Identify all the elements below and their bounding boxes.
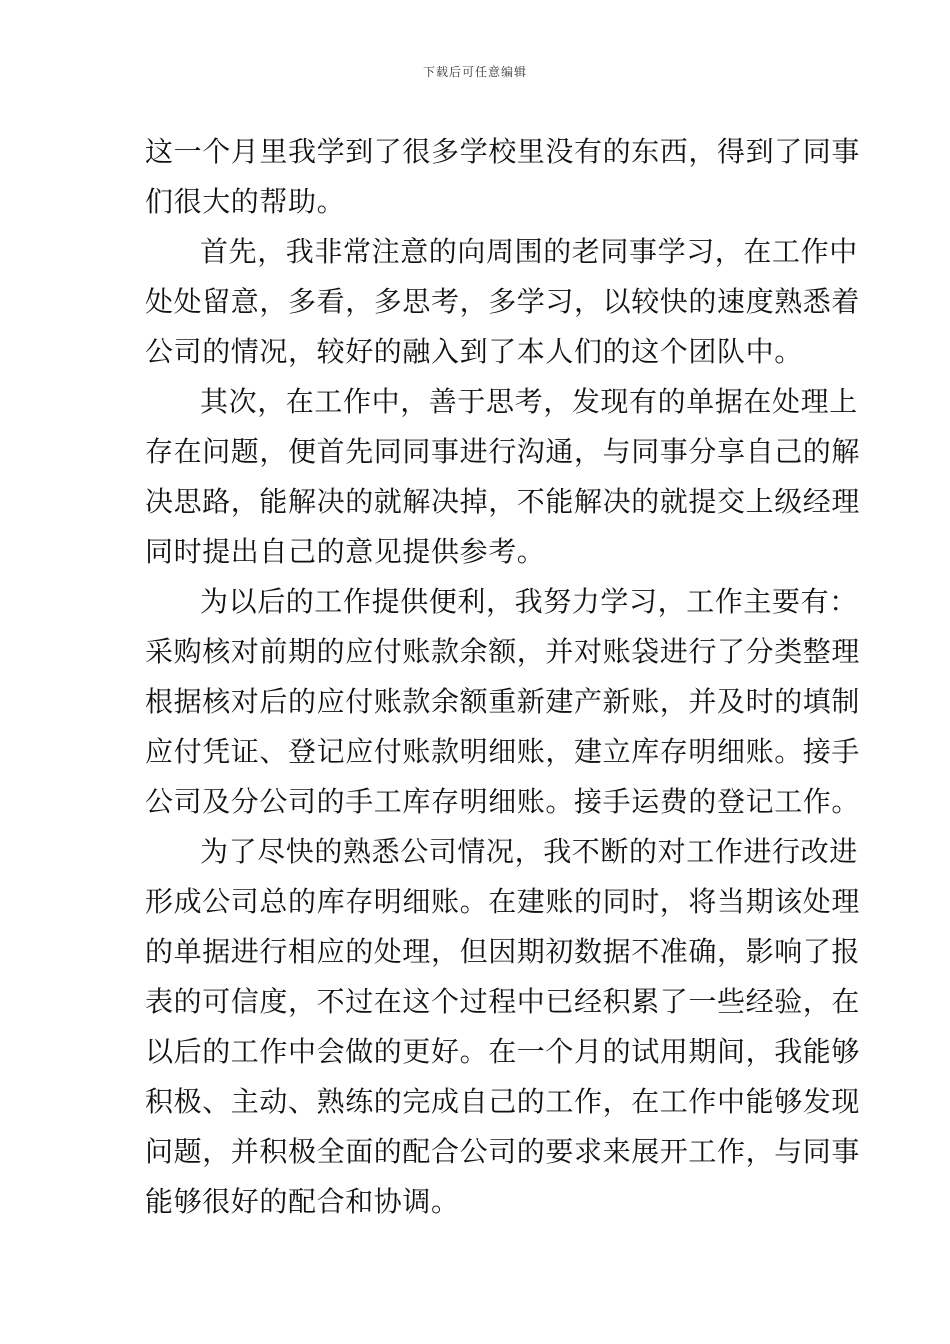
- text-line: 决思路，能解决的就解决掉，不能解决的就提交上级经理: [145, 485, 861, 518]
- text-line: 同时提出自己的意见提供参考。: [145, 535, 546, 568]
- text-line: 公司的情况，较好的融入到了本人们的这个团队中。: [145, 335, 803, 368]
- text-line: 以后的工作中会做的更好。在一个月的试用期间，我能够: [145, 1035, 861, 1068]
- text-line: 应付凭证、登记应付账款明细账，建立库存明细账。接手: [145, 735, 861, 768]
- text-line: 问题，并积极全面的配合公司的要求来展开工作，与同事: [145, 1135, 861, 1168]
- text-line: 处处留意，多看，多思考，多学习，以较快的速度熟悉着: [145, 285, 861, 318]
- text-line: 积极、主动、熟练的完成自己的工作，在工作中能够发现: [145, 1085, 861, 1118]
- text-line: 根据核对后的应付账款余额重新建产新账，并及时的填制: [145, 685, 861, 718]
- page-header: 下载后可任意编辑: [422, 65, 527, 79]
- text-line: 们很大的帮助。: [145, 185, 346, 218]
- paragraph-first-line: 为以后的工作提供便利，我努力学习，工作主要有：: [200, 585, 858, 618]
- text-line: 公司及分公司的手工库存明细账。接手运费的登记工作。: [145, 785, 861, 818]
- text-line: 采购核对前期的应付账款余额，并对账袋进行了分类整理: [145, 635, 861, 668]
- paragraph-first-line: 首先，我非常注意的向周围的老同事学习，在工作中: [200, 235, 858, 268]
- text-line: 的单据进行相应的处理，但因期初数据不准确，影响了报: [145, 935, 861, 968]
- paragraph-first-line: 其次，在工作中，善于思考，发现有的单据在处理上: [200, 385, 858, 418]
- text-line: 存在问题，便首先同同事进行沟通，与同事分享自己的解: [145, 435, 861, 468]
- paragraph-first-line: 为了尽快的熟悉公司情况，我不断的对工作进行改进: [200, 835, 858, 868]
- text-line: 形成公司总的库存明细账。在建账的同时，将当期该处理: [145, 885, 861, 918]
- text-line: 这一个月里我学到了很多学校里没有的东西，得到了同事: [145, 135, 861, 168]
- text-line: 表的可信度，不过在这个过程中已经积累了一些经验，在: [145, 985, 861, 1018]
- text-line: 能够很好的配合和协调。: [145, 1185, 460, 1218]
